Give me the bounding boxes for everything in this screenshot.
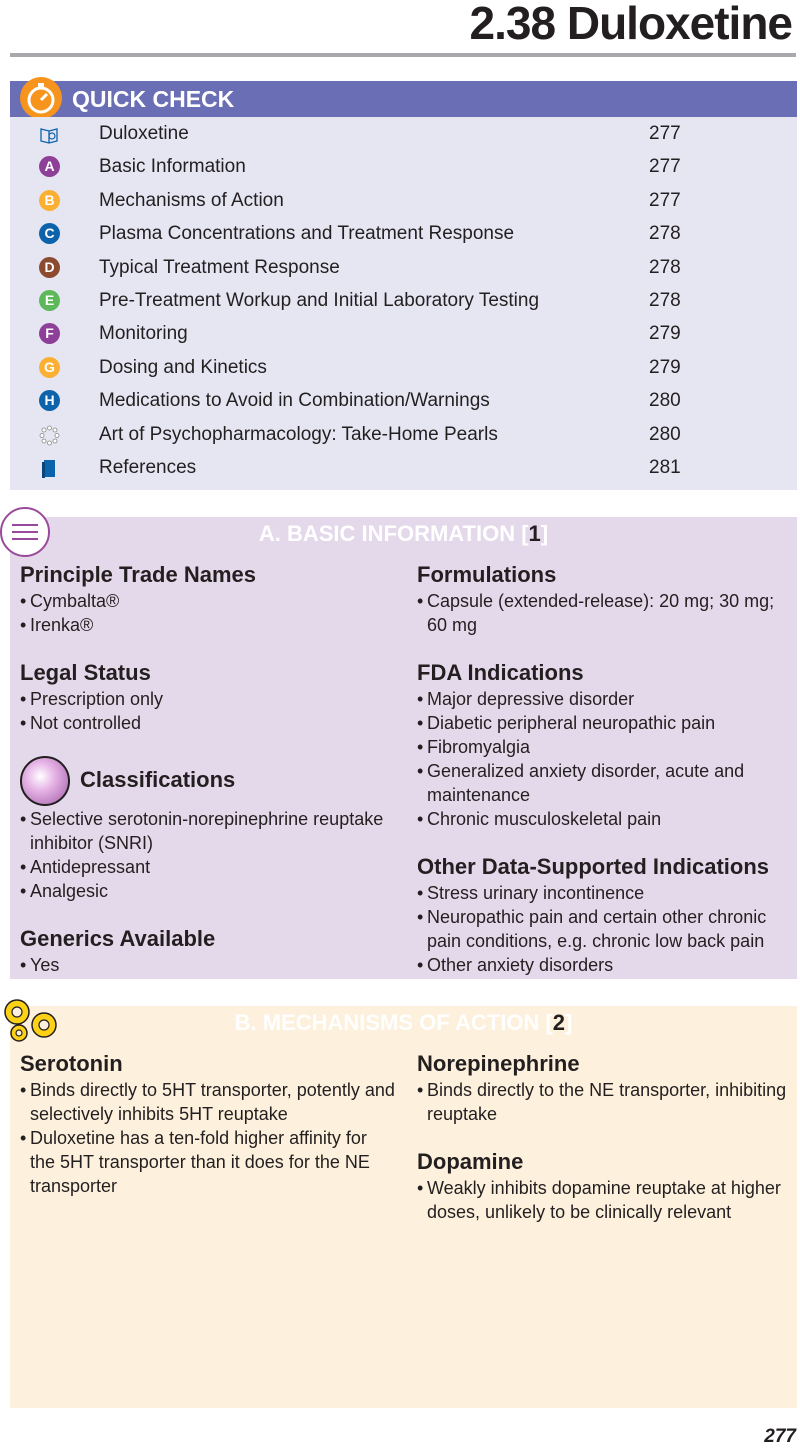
- quick-check-row[interactable]: [10, 217, 797, 250]
- quick-check-row[interactable]: [10, 150, 797, 183]
- list-item: • Neuropathic pain and certain other chronic pain conditions, e.g. chronic low back pain: [417, 905, 792, 953]
- book-icon: [39, 123, 60, 144]
- list-item: • Generalized anxiety disorder, acute and maintenance: [417, 759, 792, 807]
- list-item: • Antidepressant: [20, 855, 395, 879]
- list-item: • Not controlled: [20, 711, 395, 735]
- list-item: • Binds directly to the NE transporter, inhibiting reuptake: [417, 1078, 792, 1126]
- classifications-heading: Classifications: [80, 767, 236, 792]
- norepinephrine-heading: Norepinephrine: [417, 1051, 580, 1076]
- quick-check-item-name: Basic Information: [99, 156, 246, 178]
- quick-check-item-name: Mechanisms of Action: [99, 189, 284, 211]
- quick-check-header: [10, 81, 797, 117]
- quick-check-page-number: 280: [649, 423, 681, 445]
- quick-check-item-name: Dosing and Kinetics: [99, 356, 267, 378]
- quick-check-item-name: Art of Psychopharmacology: Take-Home Pearls: [99, 423, 498, 445]
- formulations-list: [417, 589, 792, 637]
- stopwatch-icon: [20, 77, 62, 119]
- quick-check-page-number: 279: [649, 323, 681, 345]
- badge-h-icon: H: [39, 390, 60, 411]
- quick-check-row[interactable]: [10, 251, 797, 284]
- mechanisms-of-action-section: [10, 1006, 797, 1408]
- quick-check-table: [10, 117, 797, 490]
- section-a-header: [10, 521, 797, 549]
- quick-check-page-number: 278: [649, 290, 681, 311]
- other-indications-heading: Other Data-Supported Indications: [417, 854, 770, 879]
- list-item: • Chronic musculoskeletal pain: [417, 807, 792, 831]
- classifications-list: [20, 807, 395, 903]
- section-b-header: [10, 1010, 797, 1038]
- page-title: 2.38 Duloxetine: [469, 0, 792, 49]
- quick-check-page-number: 280: [649, 390, 681, 412]
- list-item: • Fibromyalgia: [417, 735, 792, 759]
- quick-check-page-number: 277: [649, 189, 681, 211]
- serotonin-list: [20, 1078, 395, 1198]
- list-item: • Major depressive disorder: [417, 687, 792, 711]
- section-b-left-column: [20, 1050, 395, 1206]
- quick-check-row[interactable]: [10, 418, 797, 451]
- badge-c-icon: C: [39, 223, 60, 244]
- list-item: • Cymbalta®: [20, 589, 395, 613]
- quick-check-page-number: 277: [649, 156, 681, 178]
- pearl-necklace-icon: [39, 424, 60, 445]
- section-a-title-close: ]: [540, 521, 549, 546]
- quick-check-item-name: Pre-Treatment Workup and Initial Laboratory Testing: [99, 290, 540, 311]
- page-number: 277: [764, 1426, 796, 1447]
- quick-check-row[interactable]: [10, 184, 797, 217]
- quick-check-row[interactable]: [10, 351, 797, 384]
- fda-indications-list: [417, 687, 792, 831]
- generics-heading: Generics Available: [20, 926, 216, 951]
- badge-b-icon: B: [39, 190, 60, 211]
- list-item: • Weakly inhibits dopamine reuptake at higher doses, unlikely to be clinically relevant: [417, 1176, 792, 1224]
- menu-icon: [0, 507, 50, 557]
- quick-check-page-number: 278: [649, 256, 681, 278]
- section-b-reference[interactable]: 2: [552, 1010, 566, 1035]
- list-item: • Capsule (extended-release): 20 mg; 30 mg; 60 mg: [417, 589, 792, 637]
- quick-check-item-name: Plasma Concentrations and Treatment Response: [99, 223, 515, 245]
- quick-check-item-name: Typical Treatment Response: [99, 256, 340, 278]
- badge-a-icon: A: [39, 156, 60, 177]
- classifications-heading-row: [20, 755, 395, 807]
- dopamine-list: [417, 1176, 792, 1224]
- quick-check-title: QUICK CHECK: [72, 86, 235, 112]
- list-item: • Duloxetine has a ten-fold higher affinity for the 5HT transporter than it does for the NE transporter: [20, 1126, 395, 1198]
- badge-e-icon: E: [39, 290, 60, 311]
- list-item: • Prescription only: [20, 687, 395, 711]
- list-item: • Diabetic peripheral neuropathic pain: [417, 711, 792, 735]
- norepinephrine-list: [417, 1078, 792, 1126]
- list-item: • Irenka®: [20, 613, 395, 637]
- trade-names-heading: Principle Trade Names: [20, 562, 256, 587]
- list-item: • Selective serotonin-norepinephrine reuptake inhibitor (SNRI): [20, 807, 395, 855]
- quick-check-page-number: 281: [649, 457, 681, 478]
- legal-status-heading: Legal Status: [20, 660, 151, 685]
- section-a-left-column: [20, 561, 395, 985]
- quick-check-row[interactable]: [10, 117, 797, 150]
- quick-check-page-number: 278: [649, 223, 681, 245]
- legal-status-list: [20, 687, 395, 735]
- section-b-title: B. MECHANISMS OF ACTION [: [234, 1010, 553, 1035]
- section-b-title-close: ]: [565, 1010, 573, 1035]
- serotonin-heading: Serotonin: [20, 1051, 123, 1076]
- formulations-heading: Formulations: [417, 562, 557, 587]
- gears-icon: [0, 995, 62, 1045]
- other-indications-list: [417, 881, 792, 977]
- section-a-title: A. BASIC INFORMATION [: [258, 521, 529, 546]
- list-item: • Binds directly to 5HT transporter, potently and selectively inhibits 5HT reuptake: [20, 1078, 395, 1126]
- list-item: • Analgesic: [20, 879, 395, 903]
- title-divider: [10, 53, 796, 57]
- quick-check-item-name: Duloxetine: [99, 123, 189, 144]
- section-a-reference[interactable]: 1: [528, 521, 541, 546]
- quick-check-page-number: 279: [649, 356, 681, 378]
- section-b-right-column: [417, 1050, 792, 1232]
- fda-indications-heading: FDA Indications: [417, 660, 584, 685]
- quick-check-page-number: 277: [649, 123, 681, 144]
- badge-f-icon: F: [39, 323, 60, 344]
- quick-check-row[interactable]: [10, 317, 797, 350]
- badge-g-icon: G: [39, 357, 60, 378]
- quick-check-row[interactable]: [10, 384, 797, 417]
- badge-d-icon: D: [39, 257, 60, 278]
- dopamine-heading: Dopamine: [417, 1149, 524, 1174]
- quick-check-item-name: Medications to Avoid in Combination/Warnings: [99, 390, 490, 412]
- quick-check-row[interactable]: [10, 451, 797, 484]
- basic-information-section: [10, 517, 797, 979]
- list-item: • Other anxiety disorders: [417, 953, 792, 977]
- list-item: • Stress urinary incontinence: [417, 881, 792, 905]
- generics-list: [20, 953, 395, 977]
- classification-circle-icon: [20, 756, 70, 806]
- reference-book-icon: [39, 457, 60, 478]
- quick-check-item-name: Monitoring: [99, 323, 188, 345]
- quick-check-item-name: References: [99, 457, 197, 478]
- list-item: • Yes: [20, 953, 395, 977]
- quick-check-row[interactable]: [10, 284, 797, 317]
- section-a-right-column: [417, 561, 792, 985]
- trade-names-list: [20, 589, 395, 637]
